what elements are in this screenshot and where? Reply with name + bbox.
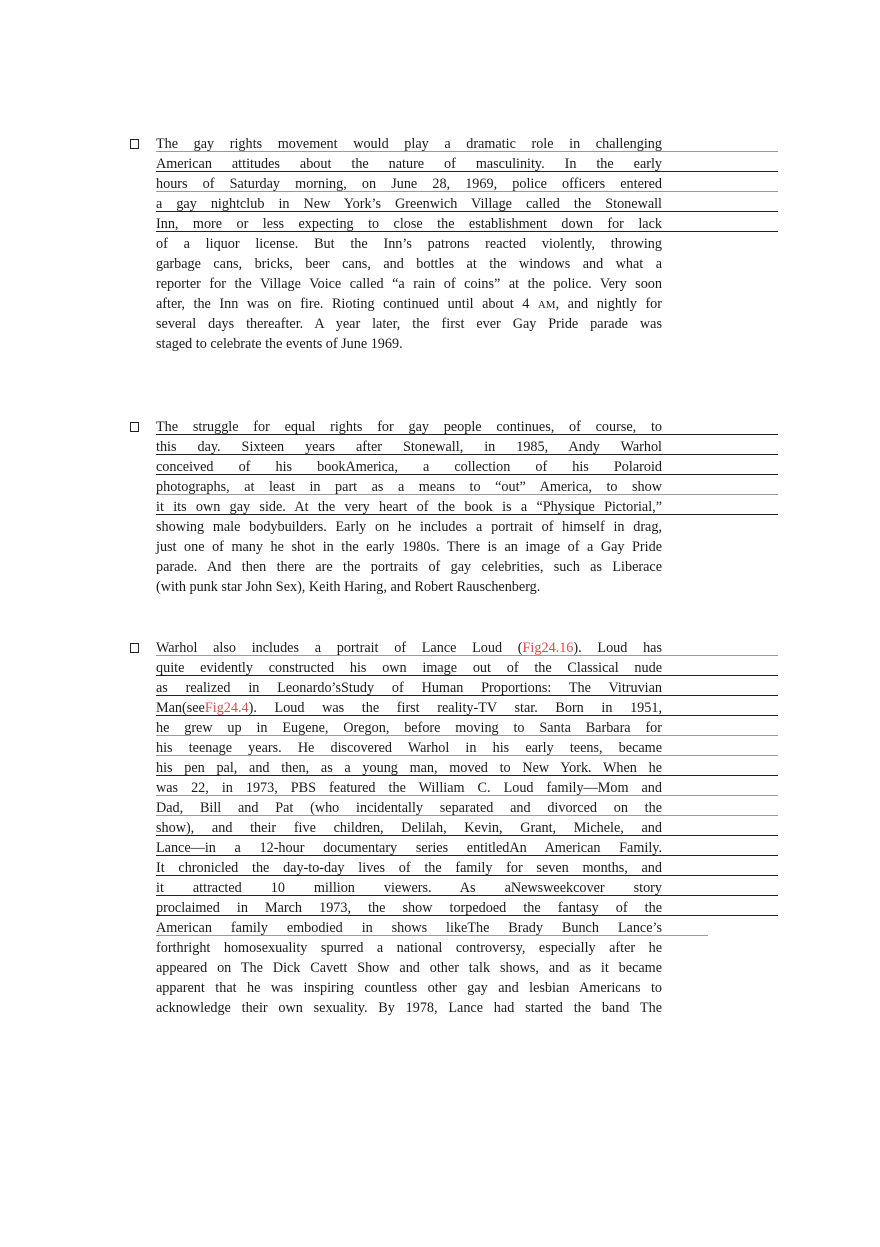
text-line: reporter for the Village Voice called “a rain of coins” at the police. Very soon xyxy=(156,276,662,292)
text-line: it its own gay side. At the very heart of the book is a “Physique Pictorial,” xyxy=(156,499,662,515)
figure-link[interactable]: Fig24.16 xyxy=(522,640,574,656)
text-line: his teenage years. He discovered Warhol in his early teens, became xyxy=(156,740,662,756)
paragraph-stonewall xyxy=(0,134,880,354)
text-line: The gay rights movement would play a dramatic role in challenging xyxy=(156,136,662,152)
text-run: after, the Inn was on fire. Rioting continued until about 4 xyxy=(156,296,538,312)
bullet-box-icon xyxy=(130,422,139,432)
text-line xyxy=(156,294,662,314)
text-line: a gay nightclub in New York’s Greenwich Village called the Stonewall xyxy=(156,196,662,212)
text-run: ). Loud was the first reality-TV star. Born in 1951, xyxy=(248,700,662,716)
text-line: appeared on The Dick Cavett Show and other talk shows, and as it became xyxy=(156,960,662,976)
text-line: Dad, Bill and Pat (who incidentally separated and divorced on the xyxy=(156,800,662,816)
text-line: this day. Sixteen years after Stonewall, in 1985, Andy Warhol xyxy=(156,439,662,455)
text-line: as realized in Leonardo’sStudy of Human Proportions: The Vitruvian xyxy=(156,680,662,696)
text-line: apparent that he was inspiring countless other gay and lesbian Americans to xyxy=(156,980,662,996)
text-run: Man(see xyxy=(156,700,205,716)
text-line: staged to celebrate the events of June 1969. xyxy=(156,336,403,352)
paragraph-lance-loud xyxy=(0,638,880,1018)
text-line: his pen pal, and then, as a young man, moved to New York. When he xyxy=(156,760,662,776)
text-line: Inn, more or less expecting to close the establishment down for lack xyxy=(156,216,662,232)
figure-link[interactable]: Fig24.4 xyxy=(204,700,249,716)
text-line: of a liquor license. But the Inn’s patrons reacted violently, throwing xyxy=(156,236,662,252)
text-line: several days thereafter. A year later, the first ever Gay Pride parade was xyxy=(156,316,662,332)
bullet-box-icon xyxy=(130,643,139,653)
text-line: acknowledge their own sexuality. By 1978, Lance had started the band The xyxy=(156,1000,662,1016)
text-line: conceived of his bookAmerica, a collection of his Polaroid xyxy=(156,459,662,475)
text-line: It chronicled the day-to-day lives of the family for seven months, and xyxy=(156,860,662,876)
text-line: quite evidently constructed his own image out of the Classical nude xyxy=(156,660,662,676)
text-line: Lance—in a 12-hour documentary series entitledAn American Family. xyxy=(156,840,662,856)
text-line: it attracted 10 million viewers. As aNewsweekcover story xyxy=(156,880,662,896)
text-line: show), and their five children, Delilah, Kevin, Grant, Michele, and xyxy=(156,820,662,836)
bullet-box-icon xyxy=(130,139,139,149)
text-line xyxy=(156,638,662,658)
text-line: hours of Saturday morning, on June 28, 1969, police officers entered xyxy=(156,176,662,192)
text-line: parade. And then there are the portraits of gay celebrities, such as Liberace xyxy=(156,559,662,575)
text-line: (with punk star John Sex), Keith Haring, and Robert Rauschenberg. xyxy=(156,579,541,595)
text-line: just one of many he shot in the early 1980s. There is an image of a Gay Pride xyxy=(156,539,662,555)
text-line: American attitudes about the nature of masculinity. In the early xyxy=(156,156,662,172)
text-run: Warhol also includes a portrait of Lance Loud ( xyxy=(156,640,523,656)
text-run: ). Loud has xyxy=(573,640,662,656)
small-caps-run: AM xyxy=(537,299,556,311)
text-run: , and nightly for xyxy=(555,296,662,312)
text-line: The struggle for equal rights for gay people continues, of course, to xyxy=(156,419,662,435)
text-line: garbage cans, bricks, beer cans, and bottles at the windows and what a xyxy=(156,256,662,272)
text-line: showing male bodybuilders. Early on he includes a portrait of himself in drag, xyxy=(156,519,662,535)
text-line: forthright homosexuality spurred a national controversy, especially after he xyxy=(156,940,662,956)
text-line: photographs, at least in part as a means to “out” America, to show xyxy=(156,479,662,495)
text-line: American family embodied in shows likeThe Brady Bunch Lance’s xyxy=(156,920,662,936)
text-line: was 22, in 1973, PBS featured the William C. Loud family—Mom and xyxy=(156,780,662,796)
text-line xyxy=(156,698,662,718)
text-line: proclaimed in March 1973, the show torpedoed the fantasy of the xyxy=(156,900,662,916)
paragraph-warhol-america xyxy=(0,417,880,597)
text-line: he grew up in Eugene, Oregon, before moving to Santa Barbara for xyxy=(156,720,662,736)
